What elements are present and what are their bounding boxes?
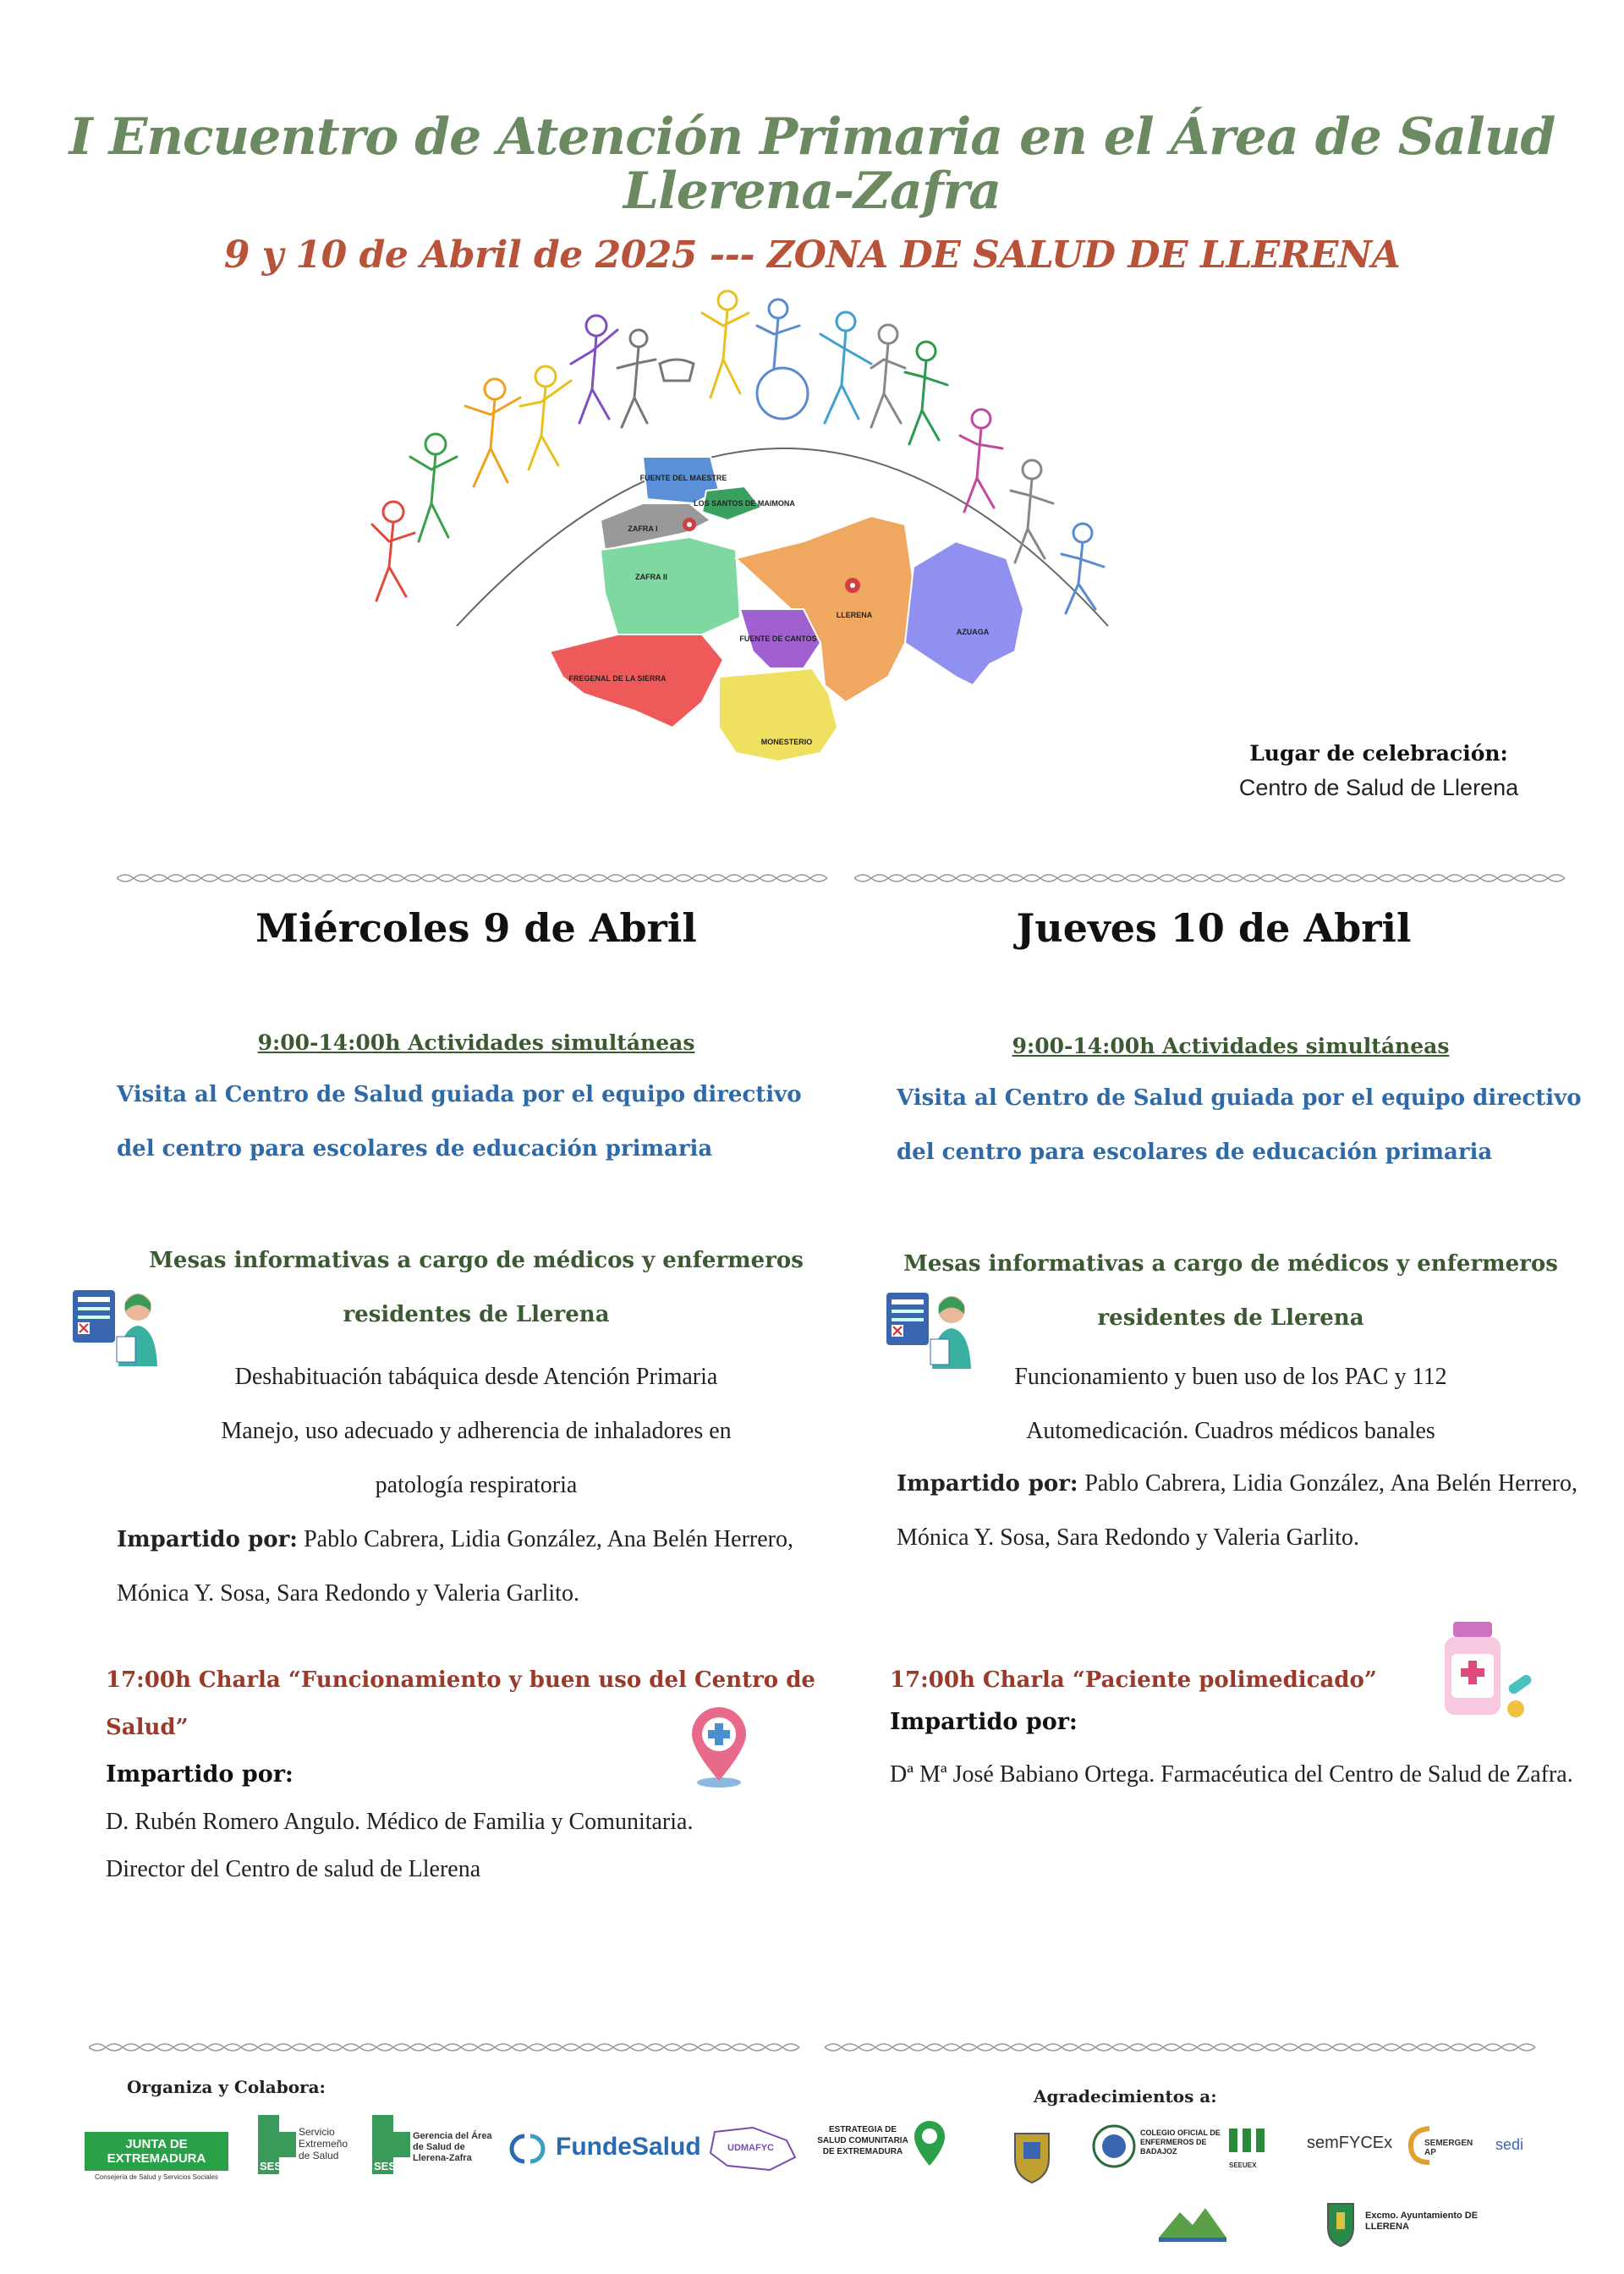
estrategia-logo: ESTRATEGIA DE SALUD COMUNITARIA DE EXTREMADURA (816, 2119, 952, 2178)
topic-2a-left: Manejo, uso adecuado y adherencia de inhaladores en (221, 1418, 732, 1444)
day-heading-right: Jueves 10 de Abril (1016, 905, 1412, 951)
day-heading-left: Miércoles 9 de Abril (255, 905, 697, 951)
charla-title-left-1: 17:00h Charla “Funcionamiento y buen uso del Centro de (106, 1667, 815, 1693)
venue-heading: Lugar de celebración: (1249, 741, 1508, 766)
charla-imparted-label-right: Impartido por: (890, 1709, 1078, 1735)
junta-logo: JUNTA DE EXTREMADURA Consejería de Salud y Servicios Sociales (85, 2132, 228, 2181)
charla-imparted-label-left: Impartido por: (106, 1761, 294, 1788)
person-figure (871, 325, 905, 427)
pill-bottle-icon (1429, 1620, 1539, 1726)
organiza-heading: Organiza y Colabora: (127, 2077, 326, 2097)
person-figure (905, 342, 947, 444)
map-label: LLERENA (836, 611, 873, 619)
imparted-names: Pablo Cabrera, Lidia González, Ana Belén Herrero, Mónica Y. Sosa, Sara Redondo y Valeria Garlito. (897, 1470, 1577, 1551)
map-zone-azuaga (905, 541, 1023, 685)
title-line-2: Llerena-Zafra (623, 162, 1001, 221)
crest-logo (998, 2125, 1066, 2189)
imparted-by-right (897, 1457, 1577, 1565)
subtitle: 9 y 10 de Abril de 2025 --- ZONA DE SALUD DE LLERENA (223, 233, 1401, 277)
topic-1-right: Funcionamiento y buen uso de los PAC y 112 (1014, 1364, 1447, 1390)
imparted-by-left (117, 1513, 793, 1621)
speaker-line-1-left: D. Rubén Romero Angulo. Médico de Familia y Comunitaria. (106, 1809, 694, 1835)
semergen-logo: SEMERGEN AP (1404, 2122, 1472, 2172)
visit-line-1-right: Visita al Centro de Salud guiada por el equipo directivo (897, 1085, 1582, 1111)
charla-title-left-2: Salud” (106, 1715, 189, 1740)
schedule-right: 9:00-14:00h Actividades simultáneas (1012, 1034, 1450, 1058)
map-label: FUENTE DE CANTOS (739, 634, 817, 643)
fundesalud-logo: FundeSalud (503, 2128, 689, 2178)
title-line-1: I Encuentro de Atención Primaria en el Área de Salud (69, 107, 1555, 167)
gerencia-logo: SES Gerencia del Área de Salud de Llerena-Zafra (364, 2111, 499, 2178)
map-label: AZUAGA (956, 628, 990, 636)
topic-2b-left: patología respiratoria (375, 1472, 578, 1498)
visit-line-2-right: del centro para escolares de educación primaria (897, 1140, 1493, 1165)
ses-logo: SES Servicio Extremeño de Salud (250, 2111, 359, 2178)
mesas-line-2-left: residentes de Llerena (343, 1302, 610, 1327)
landscape-logo (1155, 2200, 1231, 2250)
udmafyc-logo: UDMAFYC (702, 2119, 804, 2178)
divider-ornament (854, 871, 1573, 885)
speaker-right: Dª Mª José Babiano Ortega. Farmacéutica del Centro de Salud de Zafra. (890, 1761, 1573, 1788)
map-zone-monesterio (719, 668, 837, 761)
location-pin-icon (845, 578, 860, 593)
venue-name: Centro de Salud de Llerena (1238, 775, 1519, 800)
speaker-line-2-left: Director del Centro de salud de Llerena (106, 1856, 481, 1882)
person-figure (757, 299, 808, 419)
agradecimientos-heading: Agradecimientos a: (1034, 2086, 1217, 2106)
location-pin-icon (683, 518, 696, 531)
semfycex-logo: semFYCEx (1307, 2134, 1393, 2152)
mesas-line-2-right: residentes de Llerena (1097, 1305, 1364, 1331)
schedule-left: 9:00-14:00h Actividades simultáneas (257, 1030, 695, 1055)
person-figure (960, 409, 1002, 512)
person-figure (465, 379, 520, 486)
sedi-logo: sedi (1495, 2136, 1524, 2153)
mesas-line-1-left: Mesas informativas a cargo de médicos y enfermeros (149, 1248, 804, 1273)
person-figure (1011, 460, 1053, 563)
map-label: FUENTE DEL MAESTRE (639, 474, 727, 482)
region-illustration (364, 288, 1210, 795)
divider-ornament (825, 2041, 1544, 2054)
charla-title-right: 17:00h Charla “Paciente polimedicado” (890, 1667, 1377, 1693)
colegio-enfermeros-logo: COLEGIO OFICIAL DE ENFERMEROS DE BADAJOZ (1091, 2123, 1243, 2174)
map-label: FREGENAL DE LA SIERRA (568, 674, 667, 683)
person-figure (410, 434, 457, 541)
person-figure (520, 366, 571, 470)
divider-ornament (117, 871, 836, 885)
map-label: MONESTERIO (760, 738, 813, 746)
person-figure (372, 502, 414, 601)
visit-line-2-left: del centro para escolares de educación primaria (117, 1136, 713, 1162)
health-pin-icon (685, 1705, 753, 1789)
seeuex-logo: SEEUEX (1222, 2123, 1290, 2174)
person-figure (617, 330, 694, 427)
ayuntamiento-llerena-logo: Excmo. Ayuntamiento DE LLERENA (1320, 2195, 1489, 2250)
mesas-line-1-right: Mesas informativas a cargo de médicos y enfermeros (903, 1251, 1558, 1277)
svg-text:SES: SES (374, 2160, 397, 2172)
topic-2-right: Automedicación. Cuadros médicos banales (1026, 1418, 1435, 1444)
imparted-label: Impartido por: (897, 1471, 1078, 1497)
map-label: ZAFRA II (635, 573, 667, 581)
person-figure (820, 312, 871, 423)
svg-text:SES: SES (260, 2160, 283, 2172)
topic-1-left: Deshabituación tabáquica desde Atención Primaria (234, 1364, 718, 1390)
map-zone-zafra-ii (601, 537, 740, 634)
person-figure (702, 291, 749, 398)
imparted-names: Pablo Cabrera, Lidia González, Ana Belén Herrero, Mónica Y. Sosa, Sara Redondo y Valeria Garlito. (117, 1526, 793, 1607)
imparted-label: Impartido por: (117, 1527, 298, 1552)
map-label: LOS SANTOS DE MAIMONA (694, 499, 795, 508)
visit-line-1-left: Visita al Centro de Salud guiada por el equipo directivo (117, 1082, 802, 1107)
divider-ornament (89, 2041, 808, 2054)
map-label: ZAFRA I (628, 525, 658, 533)
person-figure (571, 316, 617, 423)
